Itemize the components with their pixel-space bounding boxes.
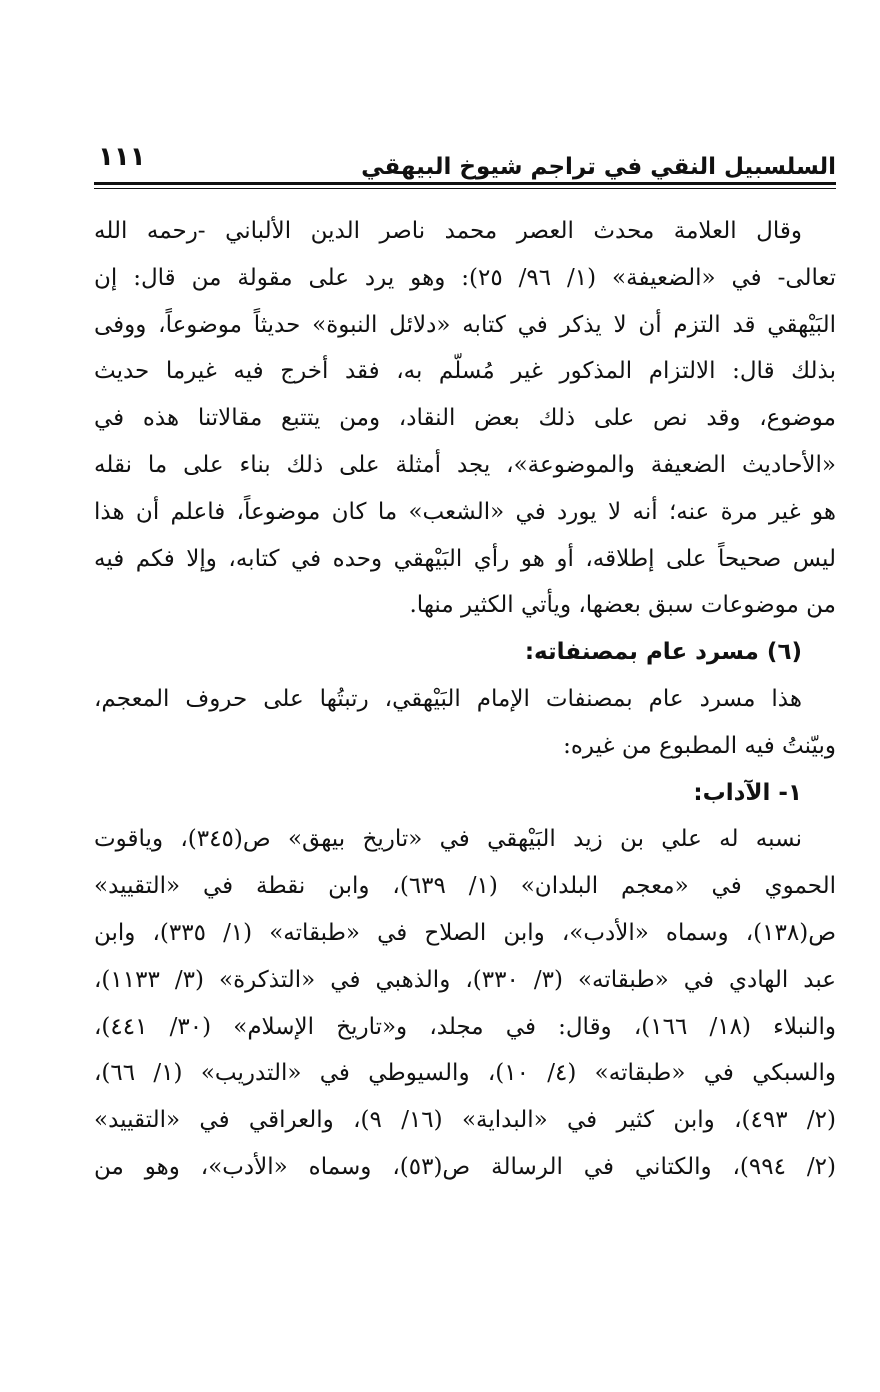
header-rule-thin (94, 188, 836, 189)
paragraph-line: والنبلاء (١٨/ ١٦٦)، وقال: في مجلد، و«تاريخ الإسلام» (٣٠/ ٤٤١)، (94, 1013, 836, 1040)
paragraph-line: البَيْهقي قد التزم أن لا يذكر في كتابه «دلائل النبوة» حديثاً موضوعاً، ووفى (94, 311, 836, 338)
paragraph-line: ص(١٣٨)، وسماه «الأدب»، وابن الصلاح في «طبقاته» (١/ ٣٣٥)، وابن (94, 919, 836, 946)
paragraph-line: بذلك قال: الالتزام المذكور غير مُسلّم به، فقد أخرج فيه غيرما حديث (94, 358, 836, 385)
page-number: ١١١ (98, 142, 146, 172)
paragraph-line: «الأحاديث الضعيفة والموضوعة»، يجد أمثلة على ذلك بناء على ما نقله (94, 451, 836, 478)
paragraph-line: (٢/ ٩٩٤)، والكتاني في الرسالة ص(٥٣)، وسماه «الأدب»، وهو من (94, 1153, 836, 1180)
body-text (94, 208, 836, 1191)
paragraph-line: نسبه له علي بن زيد البَيْهقي في «تاريخ بيهق» ص(٣٤٥)، وياقوت (94, 826, 802, 853)
paragraph-line: ليس صحيحاً على إطلاقه، أو هو رأي البَيْهقي وحده في كتابه، وإلا فكم فيه (94, 545, 836, 572)
paragraph-line: وقال العلامة محدث العصر محمد ناصر الدين الألباني -رحمه الله (94, 218, 802, 244)
paragraph-line: وبيّنتُ فيه المطبوع من غيره: (563, 732, 836, 759)
paragraph-line: والسبكي في «طبقاته» (٤/ ١٠)، والسيوطي في «التدريب» (١/ ٦٦)، (94, 1060, 836, 1087)
paragraph-line: هذا مسرد عام بمصنفات الإمام البَيْهقي، رتبتُها على حروف المعجم، (94, 685, 802, 712)
paragraph-line: عبد الهادي في «طبقاته» (٣/ ٣٣٠)، والذهبي في «التذكرة» (٣/ ١١٣٣)، (94, 966, 836, 993)
paragraph-line: من موضوعات سبق بعضها، ويأتي الكثير منها. (409, 592, 836, 619)
paragraph-line: هو غير مرة عنه؛ أنه لا يورد في «الشعب» ما كان موضوعاً، فاعلم أن هذا (94, 498, 836, 525)
paragraph-line: الحموي في «معجم البلدان» (١/ ٦٣٩)، وابن نقطة في «التقييد» (94, 873, 836, 900)
item-heading: ١- الآداب: (693, 779, 802, 806)
running-header (92, 142, 836, 186)
running-header-title: السلسبيل النقي في تراجم شيوخ البيهقي (361, 154, 836, 180)
paragraph-line: موضوع، وقد نص على ذلك بعض النقاد، ومن يتتبع مقالاتنا هذه في (94, 405, 836, 432)
paragraph-line: (٢/ ٤٩٣)، وابن كثير في «البداية» (١٦/ ٩)، والعراقي في «التقييد» (94, 1107, 836, 1134)
header-rule-thick (94, 182, 836, 185)
paragraph-line: تعالى- في «الضعيفة» (١/ ٩٦/ ٢٥): وهو يرد على مقولة من قال: إن (94, 264, 836, 291)
section-heading: (٦) مسرد عام بمصنفاته: (524, 639, 802, 666)
